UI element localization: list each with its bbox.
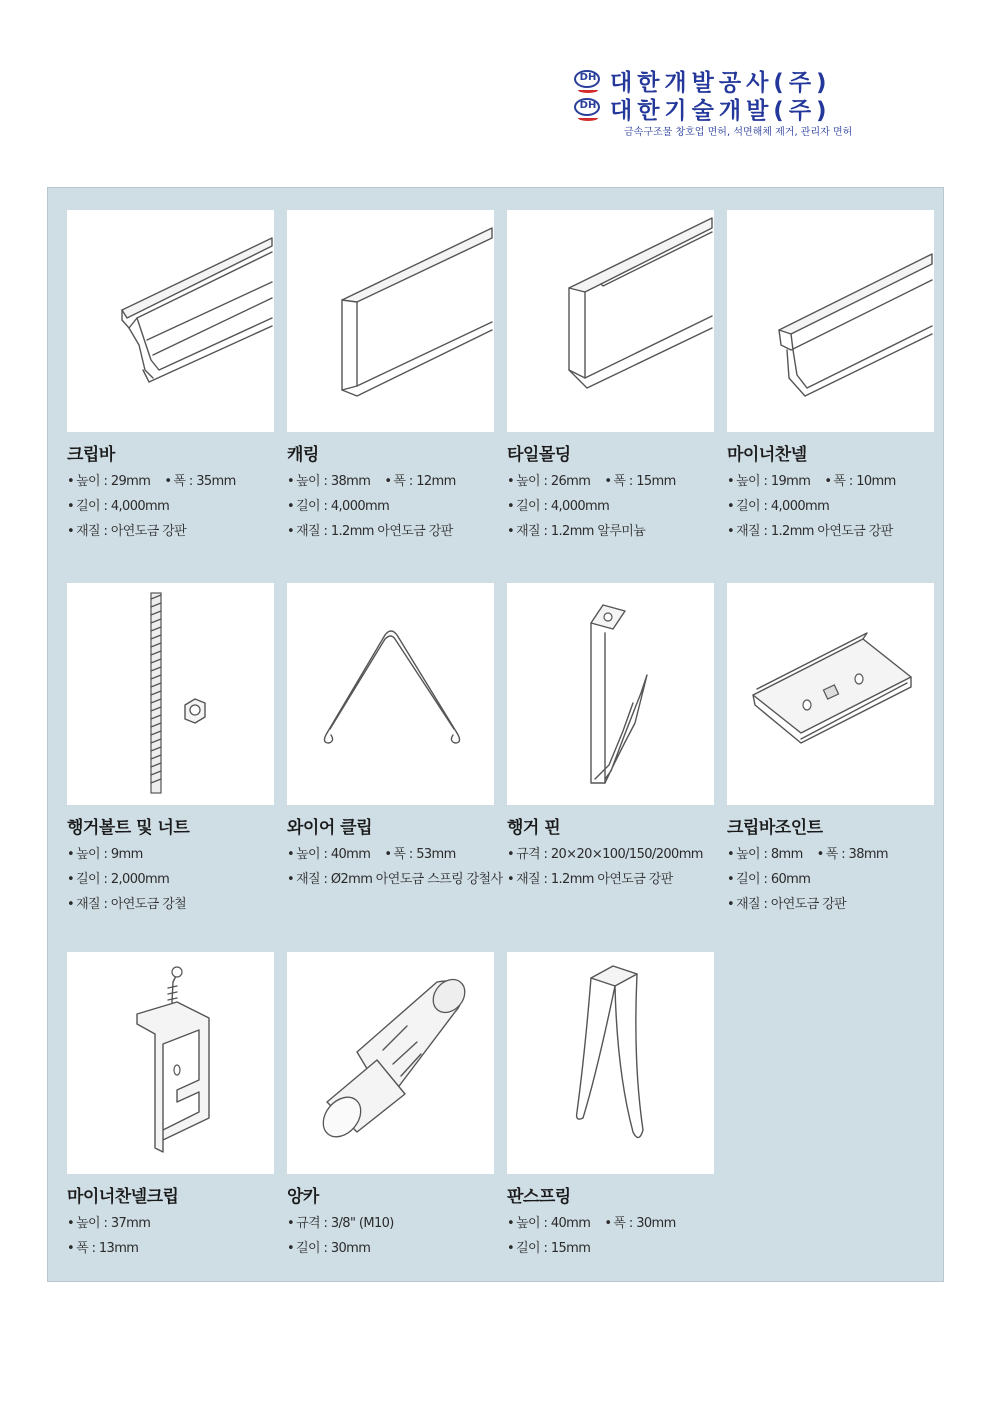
product-spec: • 높이 : 40mm • 폭 : 30mm: [507, 1216, 676, 1231]
clip-bar-drawing-icon: [67, 210, 274, 432]
product-card: [287, 952, 494, 1261]
product-spec: • 길이 : 4,000mm: [67, 499, 170, 514]
product-spec: • 재질 : 1.2mm 알루미늄: [507, 524, 646, 539]
product-spec: • 재질 : 1.2mm 아연도금 강판: [287, 524, 453, 539]
carrying-channel-drawing-icon: [287, 210, 494, 432]
company-line-2: [572, 94, 952, 122]
company-name-1: 대한개발공사(주): [610, 69, 832, 96]
product-spec: • 폭 : 13mm: [67, 1241, 139, 1256]
product-spec: • 높이 : 26mm • 폭 : 15mm: [507, 474, 676, 489]
product-name: 캐링: [287, 445, 319, 465]
tile-molding-drawing-icon: [507, 210, 714, 432]
product-spec: • 길이 : 30mm: [287, 1241, 371, 1256]
product-spec: • 높이 : 37mm: [67, 1216, 151, 1231]
product-name: 마이너찬넬: [727, 445, 807, 465]
minor-channel-clip-drawing-icon: [67, 952, 274, 1174]
product-card: [67, 952, 274, 1261]
product-name: 판스프링: [507, 1187, 571, 1207]
product-spec: • 길이 : 60mm: [727, 872, 811, 887]
dh-logo-icon: DH: [572, 97, 604, 119]
product-spec: • 높이 : 8mm • 폭 : 38mm: [727, 847, 888, 862]
company-name-2: 대한기술개발(주): [610, 97, 832, 124]
clip-bar-joint-drawing-icon: [727, 583, 934, 805]
product-card: [507, 583, 714, 892]
product-spec: • 높이 : 29mm • 폭 : 35mm: [67, 474, 236, 489]
product-name: 마이너찬넬크립: [67, 1187, 179, 1207]
product-spec: • 길이 : 4,000mm: [507, 499, 610, 514]
product-name: 크립바조인트: [727, 818, 823, 838]
product-card: [507, 210, 714, 544]
product-spec: • 높이 : 19mm • 폭 : 10mm: [727, 474, 896, 489]
company-header: [572, 66, 952, 138]
product-card: [287, 210, 494, 544]
product-name: 행거 핀: [507, 818, 561, 838]
leaf-spring-drawing-icon: [507, 952, 714, 1174]
product-spec: • 높이 : 9mm: [67, 847, 143, 862]
product-name: 와이어 클립: [287, 818, 373, 838]
product-card: [727, 210, 934, 544]
company-line-1: [572, 66, 952, 94]
product-spec: • 길이 : 4,000mm: [287, 499, 390, 514]
minor-channel-drawing-icon: [727, 210, 934, 432]
product-spec: • 길이 : 2,000mm: [67, 872, 170, 887]
product-spec: • 재질 : 아연도금 강철: [67, 897, 187, 912]
product-spec: • 재질 : Ø2mm 아연도금 스프링 강철사: [287, 872, 503, 887]
product-spec: • 재질 : 아연도금 강판: [67, 524, 187, 539]
product-spec: • 길이 : 4,000mm: [727, 499, 830, 514]
product-name: 행거볼트 및 너트: [67, 818, 190, 838]
wire-clip-drawing-icon: [287, 583, 494, 805]
product-spec: • 높이 : 38mm • 폭 : 12mm: [287, 474, 456, 489]
dh-logo-icon: DH: [572, 69, 604, 91]
product-card: [287, 583, 503, 892]
product-catalog-panel: [47, 187, 944, 1282]
product-card: [67, 210, 274, 544]
license-subtitle: 금속구조물 창호업 면허, 석면해체 제거, 관리자 면허: [624, 127, 853, 138]
product-spec: • 재질 : 아연도금 강판: [727, 897, 847, 912]
product-name: 앙카: [287, 1187, 319, 1207]
product-spec: • 규격 : 3/8" (M10): [287, 1216, 394, 1231]
hanger-bolt-nut-drawing-icon: [67, 583, 274, 805]
product-name: 크립바: [67, 445, 115, 465]
product-spec: • 높이 : 40mm • 폭 : 53mm: [287, 847, 456, 862]
product-card: [507, 952, 714, 1261]
hanger-pin-drawing-icon: [507, 583, 714, 805]
product-spec: • 규격 : 20×20×100/150/200mm: [507, 847, 703, 862]
product-name: 타일몰딩: [507, 445, 571, 465]
product-spec: • 재질 : 1.2mm 아연도금 강판: [507, 872, 673, 887]
product-card: [67, 583, 274, 917]
anchor-drawing-icon: [287, 952, 494, 1174]
product-spec: • 길이 : 15mm: [507, 1241, 591, 1256]
product-spec: • 재질 : 1.2mm 아연도금 강판: [727, 524, 893, 539]
product-card: [727, 583, 934, 917]
